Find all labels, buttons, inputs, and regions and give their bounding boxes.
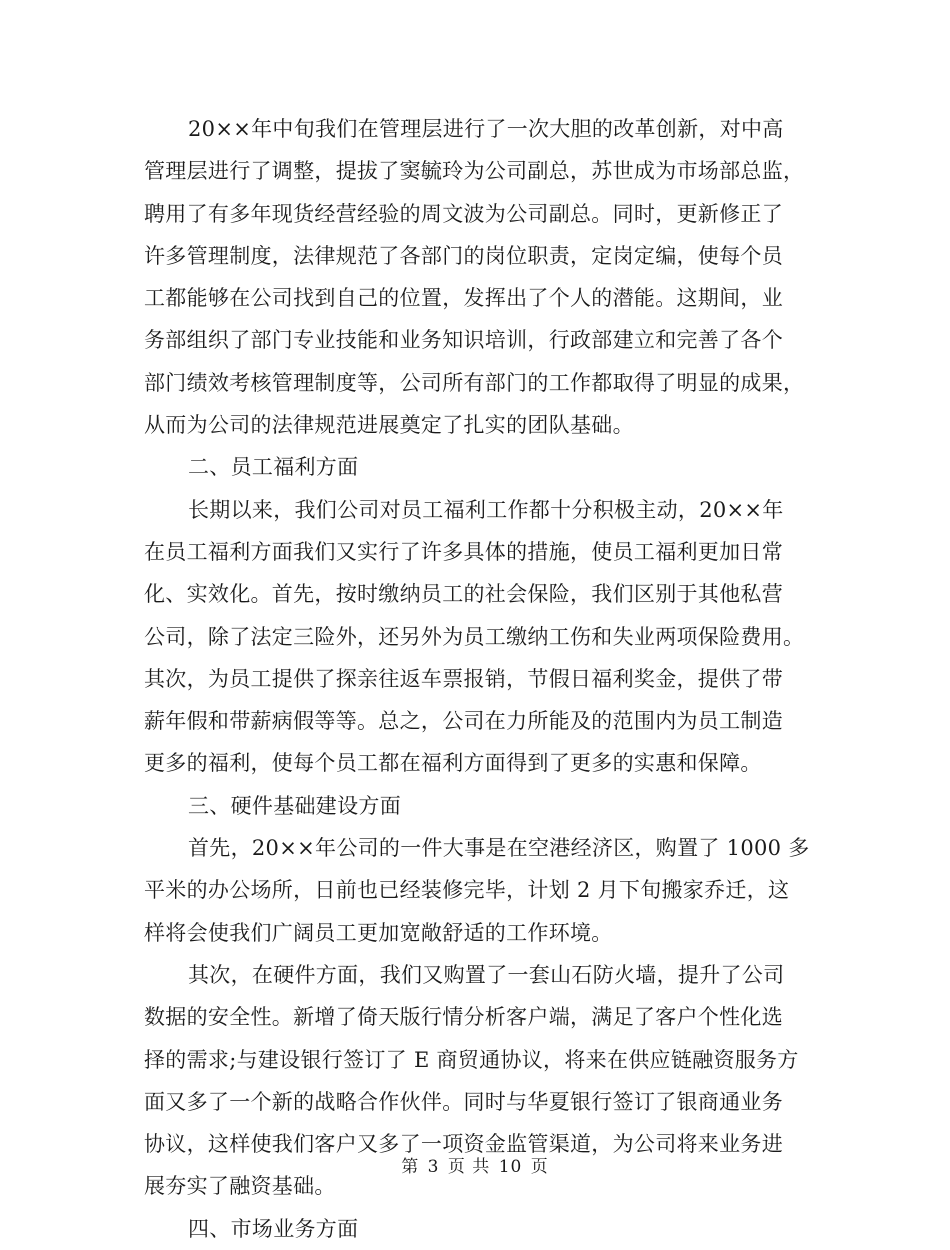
text-line: 面又多了一个新的战略合作伙伴。同时与华夏银行签订了银商通业务 xyxy=(144,1089,783,1114)
paragraph-office-purchase-first-line: 首先，20××年公司的一件大事是在空港经济区，购置了 1000 多 xyxy=(188,836,810,861)
heading-market-business xyxy=(144,1208,804,1250)
text-line: 择的需求;与建设银行签订了 E 商贸通协议，将来在供应链融资服务方 xyxy=(144,1047,799,1072)
paragraph-hardware-upgrades-first-line: 其次，在硬件方面，我们又购置了一套山石防火墙，提升了公司 xyxy=(188,962,785,987)
footer-suffix: 页 xyxy=(530,1157,549,1177)
text-line: 聘用了有多年现货经营经验的周文波为公司副总。同时，更新修正了 xyxy=(144,201,783,226)
paragraph-office-purchase xyxy=(144,827,810,954)
paragraph-employee-welfare-first-line: 长期以来，我们公司对员工福利工作都十分积极主动，20××年 xyxy=(188,497,784,522)
text-line: 薪年假和带薪病假等等。总之，公司在力所能及的范围内为员工制造 xyxy=(144,709,783,734)
text-line: 在员工福利方面我们又实行了许多具体的措施，使员工福利更加日常 xyxy=(144,539,783,564)
text-line: 数据的安全性。新增了倚天版行情分析客户端，满足了客户个性化选 xyxy=(144,1005,783,1030)
footer-middle: 页 共 xyxy=(447,1157,491,1177)
heading-hardware-infrastructure-first-line: 三、硬件基础建设方面 xyxy=(188,793,401,818)
text-line: 管理层进行了调整，提拔了窦毓玲为公司副总，苏世成为市场部总监， xyxy=(144,159,805,184)
paragraph-management-reform xyxy=(144,108,804,446)
paragraph-management-reform-first-line: 20××年中旬我们在管理层进行了一次大胆的改革创新，对中高 xyxy=(188,117,784,141)
text-line: 务部组织了部门专业技能和业务知识培训，行政部建立和完善了各个 xyxy=(144,328,783,353)
text-line: 平米的办公场所，日前也已经装修完毕，计划 2 月下旬搬家乔迁，这 xyxy=(144,878,790,903)
text-line: 其次，为员工提供了探亲往返车票报销，节假日福利奖金，提供了带 xyxy=(144,666,783,691)
text-line: 更多的福利，使每个员工都在福利方面得到了更多的实惠和保障。 xyxy=(144,751,762,776)
text-line: 公司，除了法定三险外，还另外为员工缴纳工伤和失业两项保险费用。 xyxy=(144,624,805,649)
footer-prefix: 第 xyxy=(401,1157,420,1177)
heading-employee-welfare-first-line: 二、员工福利方面 xyxy=(188,455,359,480)
document-body xyxy=(144,108,810,1250)
heading-employee-welfare xyxy=(144,446,804,488)
paragraph-employee-welfare xyxy=(144,489,804,785)
text-line: 展夯实了融资基础。 xyxy=(144,1174,336,1199)
text-line: 样将会使我们广阔员工更加宽敞舒适的工作环境。 xyxy=(144,920,613,945)
text-line: 从而为公司的法律规范进展奠定了扎实的团队基础。 xyxy=(144,413,634,438)
footer-total-pages: 10 xyxy=(498,1157,523,1177)
heading-hardware-infrastructure xyxy=(144,785,804,827)
text-line: 协议，这样使我们客户又多了一项资金监管渠道，为公司将来业务进 xyxy=(144,1132,783,1157)
heading-market-business-first-line: 四、市场业务方面 xyxy=(188,1216,359,1241)
page-footer xyxy=(0,1152,950,1177)
text-line: 化、实效化。首先，按时缴纳员工的社会保险，我们区别于其他私营 xyxy=(144,582,783,607)
text-line: 工都能够在公司找到自己的位置，发挥出了个人的潜能。这期间，业 xyxy=(144,286,783,311)
text-line: 部门绩效考核管理制度等，公司所有部门的工作都取得了明显的成果， xyxy=(144,370,805,395)
text-line: 许多管理制度，法律规范了各部门的岗位职责，定岗定编，使每个员 xyxy=(144,243,783,268)
footer-current-page: 3 xyxy=(427,1157,440,1177)
